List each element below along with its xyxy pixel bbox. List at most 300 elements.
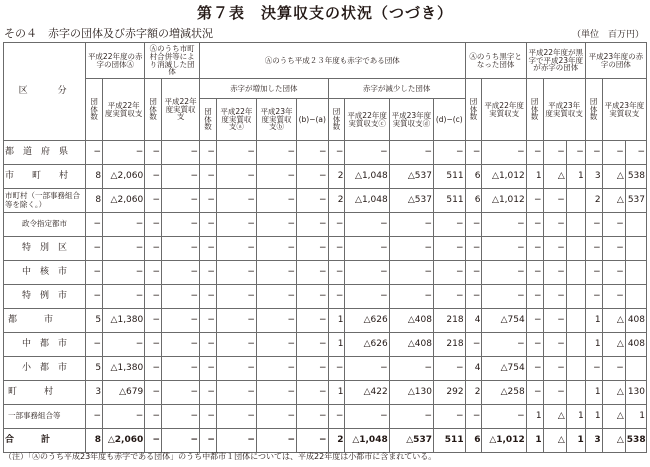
table-cell: − [543, 309, 566, 333]
table-cell: − [86, 141, 103, 165]
table-cell: − [200, 261, 217, 285]
table-cell: − [566, 141, 585, 165]
table-cell: − [585, 261, 602, 285]
table-cell: − [103, 285, 145, 309]
table-cell: − [328, 405, 345, 429]
table-cell: − [345, 261, 389, 285]
table-cell: − [145, 357, 162, 381]
table-cell: 538 [625, 429, 646, 453]
header-count: 団体数 [200, 99, 217, 141]
table-cell: − [256, 261, 296, 285]
table-cell: △537 [389, 189, 433, 213]
table-cell: − [543, 213, 566, 237]
table-cell: − [389, 405, 433, 429]
table-cell: △2,060 [103, 189, 145, 213]
table-cell: − [602, 261, 625, 285]
table-cell: − [543, 189, 566, 213]
table-row [4, 309, 647, 333]
table-cell: △626 [345, 333, 389, 357]
table-row [4, 261, 647, 285]
row-label: 特 別 区 [4, 237, 86, 261]
table-cell: 218 [433, 333, 465, 357]
table-row [4, 429, 647, 453]
table-cell: − [482, 237, 526, 261]
table-cell: △ [602, 165, 625, 189]
table-cell: − [256, 237, 296, 261]
table-cell: − [602, 141, 625, 165]
table-cell: − [296, 285, 328, 309]
table-row [4, 381, 647, 405]
table-cell: 3 [585, 429, 602, 453]
table-cell: 3 [585, 165, 602, 189]
table-cell: − [345, 285, 389, 309]
table-cell: − [602, 357, 625, 381]
table-cell: − [216, 381, 256, 405]
table-cell: △ [543, 405, 566, 429]
table-cell: − [543, 333, 566, 357]
table-cell: − [200, 429, 217, 453]
table-row [4, 405, 647, 429]
header-g4: Ⓐのうち黒字となった団体 [465, 43, 526, 79]
table-cell [625, 285, 646, 309]
table-cell: − [200, 333, 217, 357]
table-cell: − [200, 213, 217, 237]
table-cell: − [465, 261, 482, 285]
table-cell: − [103, 333, 145, 357]
row-label: 小 都 市 [4, 357, 86, 381]
table-cell: △ [602, 189, 625, 213]
row-label: 一部事務組合等 [4, 405, 86, 429]
table-cell: △2,060 [103, 165, 145, 189]
table-cell: − [86, 285, 103, 309]
header-diff-dc: (d)−(c) [433, 99, 465, 141]
table-cell: − [389, 357, 433, 381]
table-cell: △ [602, 405, 625, 429]
row-label: 合 計 [4, 429, 86, 453]
row-label: 都 市 [4, 309, 86, 333]
header-kubun: 区 分 [4, 43, 86, 141]
table-cell: − [585, 237, 602, 261]
table-row [4, 165, 647, 189]
table-cell: − [145, 333, 162, 357]
table-cell: − [216, 261, 256, 285]
header-amt23: 平成23年度実質収支 [543, 79, 585, 141]
table-cell: 1 [526, 405, 543, 429]
table-cell: △ [543, 165, 566, 189]
header-amt23b: 平成23年度実質収支ⓑ [256, 99, 296, 141]
table-cell: − [433, 405, 465, 429]
table-cell: − [200, 357, 217, 381]
table-cell: − [200, 237, 217, 261]
table-cell: − [526, 141, 543, 165]
table-cell: 1 [566, 165, 585, 189]
table-cell [625, 237, 646, 261]
table-cell: − [543, 261, 566, 285]
table-cell [566, 261, 585, 285]
table-cell: − [216, 405, 256, 429]
table-cell: − [145, 429, 162, 453]
table-cell: △ [602, 429, 625, 453]
table-cell: − [296, 357, 328, 381]
table-cell: − [145, 141, 162, 165]
unit-label: （単位 百万円） [571, 30, 644, 40]
table-cell: − [256, 213, 296, 237]
table-cell: − [345, 237, 389, 261]
table-cell: 1 [625, 405, 646, 429]
table-cell: − [256, 429, 296, 453]
table-cell: − [200, 309, 217, 333]
row-label: 中 都 市 [4, 333, 86, 357]
table-cell: 1 [585, 405, 602, 429]
table-cell: 1 [585, 333, 602, 357]
table-cell: − [345, 405, 389, 429]
table-cell: − [465, 405, 482, 429]
table-cell: 538 [625, 165, 646, 189]
table-cell: − [256, 357, 296, 381]
table-cell: − [103, 237, 145, 261]
table-cell: − [328, 141, 345, 165]
table-cell: − [145, 237, 162, 261]
table-cell: △1,380 [103, 309, 145, 333]
table-cell: − [296, 309, 328, 333]
table-cell: △537 [389, 165, 433, 189]
table-cell: − [86, 261, 103, 285]
table-cell: − [465, 141, 482, 165]
row-label: 政令指定都市 [4, 213, 86, 237]
table-cell: − [256, 141, 296, 165]
table-cell: − [256, 405, 296, 429]
row-label: 市町村（一部事務組合等を除く。） [4, 189, 86, 213]
table-cell: − [465, 285, 482, 309]
table-cell [625, 261, 646, 285]
table-cell: − [526, 381, 543, 405]
table-cell: − [328, 261, 345, 285]
table-cell: − [526, 333, 543, 357]
table-cell: − [389, 261, 433, 285]
table-cell: − [296, 333, 328, 357]
table-cell: △1,048 [345, 189, 389, 213]
header-amt22: 平成22年度実質収支 [162, 79, 200, 141]
table-cell: − [256, 189, 296, 213]
header-amt23d: 平成23年度実質収支ⓓ [389, 99, 433, 141]
table-cell: − [389, 285, 433, 309]
table-cell: △ [602, 381, 625, 405]
table-cell: △ [543, 429, 566, 453]
header-g3: Ⓐのうち平成２３年度も赤字である団体 [200, 43, 466, 79]
deficit-table [3, 42, 647, 453]
table-cell: − [162, 213, 200, 237]
table-cell: − [145, 309, 162, 333]
table-subtitle: その４ 赤字の団体及び赤字額の増減状況 [4, 27, 213, 40]
table-cell: 8 [86, 165, 103, 189]
table-cell: − [433, 261, 465, 285]
header-amt22c: 平成22年度実質収支ⓒ [345, 99, 389, 141]
header-g6: 平成23年度の赤字の団体 [585, 43, 646, 79]
table-cell: 6 [465, 189, 482, 213]
table-cell: − [162, 357, 200, 381]
table-cell: △408 [389, 309, 433, 333]
table-cell: △679 [103, 381, 145, 405]
table-cell: − [200, 165, 217, 189]
header-count: 団体数 [145, 79, 162, 141]
table-cell: − [216, 333, 256, 357]
header-g3a: 赤字が増加した団体 [200, 79, 329, 99]
table-cell: − [389, 237, 433, 261]
table-row [4, 237, 647, 261]
table-cell: 1 [328, 333, 345, 357]
table-cell: 511 [433, 429, 465, 453]
table-cell: − [602, 213, 625, 237]
table-cell: − [482, 213, 526, 237]
table-cell: − [216, 429, 256, 453]
table-cell: 1 [328, 381, 345, 405]
table-cell: − [433, 141, 465, 165]
table-cell: 2 [585, 189, 602, 213]
table-cell: − [256, 381, 296, 405]
table-row [4, 333, 647, 357]
header-count: 団体数 [465, 79, 482, 141]
table-cell: − [216, 165, 256, 189]
table-cell: − [145, 405, 162, 429]
table-cell: △626 [345, 309, 389, 333]
table-cell: 408 [625, 309, 646, 333]
table-cell: − [433, 357, 465, 381]
table-cell: − [216, 309, 256, 333]
table-cell: − [296, 261, 328, 285]
table-cell: − [482, 333, 526, 357]
table-cell: − [162, 285, 200, 309]
table-cell: − [162, 141, 200, 165]
table-cell: − [145, 261, 162, 285]
row-label: 市 町 村 [4, 165, 86, 189]
row-label: 中 核 市 [4, 261, 86, 285]
table-cell: 2 [328, 165, 345, 189]
table-cell: − [526, 261, 543, 285]
table-cell: − [103, 261, 145, 285]
table-cell: △422 [345, 381, 389, 405]
table-cell: − [482, 261, 526, 285]
header-amt22: 平成22年度実質収支 [482, 79, 526, 141]
table-cell: − [200, 141, 217, 165]
table-cell: − [162, 165, 200, 189]
table-cell: △537 [389, 429, 433, 453]
table-cell: − [86, 237, 103, 261]
table-cell: − [585, 357, 602, 381]
table-cell: − [465, 333, 482, 357]
table-cell: − [585, 213, 602, 237]
table-cell: − [296, 381, 328, 405]
table-cell: − [328, 213, 345, 237]
table-cell: − [433, 213, 465, 237]
table-cell: − [296, 405, 328, 429]
table-cell: − [602, 285, 625, 309]
header-count: 団体数 [526, 79, 543, 141]
table-cell: − [526, 309, 543, 333]
table-cell: − [216, 285, 256, 309]
table-cell: − [526, 213, 543, 237]
table-cell: − [256, 333, 296, 357]
table-cell: − [256, 285, 296, 309]
table-cell: − [256, 165, 296, 189]
table-cell: 6 [465, 165, 482, 189]
table-cell: − [526, 189, 543, 213]
table-cell: 1 [526, 429, 543, 453]
table-cell: − [200, 405, 217, 429]
table-cell: − [602, 237, 625, 261]
table-cell: − [162, 333, 200, 357]
table-cell [566, 381, 585, 405]
table-cell: − [296, 189, 328, 213]
table-cell: 2 [465, 381, 482, 405]
table-cell: − [465, 237, 482, 261]
table-cell: 4 [465, 309, 482, 333]
table-cell: △258 [482, 381, 526, 405]
table-cell: − [145, 381, 162, 405]
table-row [4, 141, 647, 165]
table-cell: − [482, 141, 526, 165]
table-cell: △1,048 [345, 165, 389, 189]
table-cell [566, 333, 585, 357]
table-cell [566, 213, 585, 237]
table-cell: − [296, 213, 328, 237]
table-cell: − [216, 213, 256, 237]
footnote: （注）「Ⓐのうち平成23年度も赤字である団体」のうち中都市１団体については、平成22年度は小都市に含まれている。 [4, 452, 437, 461]
row-label: 特 例 市 [4, 285, 86, 309]
table-cell: − [389, 213, 433, 237]
table-row [4, 213, 647, 237]
table-cell: − [296, 237, 328, 261]
table-cell: − [526, 357, 543, 381]
table-cell: − [86, 333, 103, 357]
table-cell: △408 [389, 333, 433, 357]
header-amt22a: 平成22年度実質収支ⓐ [216, 99, 256, 141]
table-cell: 6 [465, 429, 482, 453]
table-cell: − [200, 285, 217, 309]
table-cell: − [543, 381, 566, 405]
table-cell: − [345, 213, 389, 237]
table-cell: − [145, 165, 162, 189]
table-cell: 1 [328, 309, 345, 333]
header-count: 団体数 [86, 79, 103, 141]
table-cell: 537 [625, 189, 646, 213]
table-cell: − [162, 261, 200, 285]
table-cell: − [200, 381, 217, 405]
header-diff-ba: (b)−(a) [296, 99, 328, 141]
table-cell: − [482, 285, 526, 309]
table-cell: △ [602, 333, 625, 357]
table-cell: − [296, 141, 328, 165]
table-cell: − [585, 285, 602, 309]
table-cell: − [345, 357, 389, 381]
table-cell: 292 [433, 381, 465, 405]
table-cell: 1 [585, 381, 602, 405]
row-label: 都 道 府 県 [4, 141, 86, 165]
table-cell: − [543, 141, 566, 165]
table-cell: 1 [526, 165, 543, 189]
table-cell: △1,012 [482, 189, 526, 213]
table-cell: − [216, 237, 256, 261]
table-cell: − [433, 237, 465, 261]
table-cell [566, 285, 585, 309]
table-cell: 8 [86, 429, 103, 453]
table-cell: △ [602, 309, 625, 333]
table-cell: △1,048 [345, 429, 389, 453]
table-cell: − [328, 237, 345, 261]
table-cell: − [145, 285, 162, 309]
table-cell: − [103, 405, 145, 429]
table-cell: − [162, 237, 200, 261]
table-cell: − [256, 309, 296, 333]
table-cell: − [86, 405, 103, 429]
table-cell: 511 [433, 189, 465, 213]
header-g1: 平成22年度の赤字の団体Ⓐ [86, 43, 145, 79]
table-cell: △754 [482, 309, 526, 333]
table-cell: − [296, 165, 328, 189]
table-cell: − [145, 189, 162, 213]
table-cell: 1 [566, 429, 585, 453]
table-cell: − [389, 141, 433, 165]
table-cell [566, 357, 585, 381]
table-cell [625, 213, 646, 237]
table-cell: 408 [625, 333, 646, 357]
table-cell: − [216, 141, 256, 165]
table-cell [566, 189, 585, 213]
table-cell: 8 [86, 189, 103, 213]
table-cell: − [543, 285, 566, 309]
table-cell: − [162, 405, 200, 429]
table-cell: − [162, 381, 200, 405]
table-cell: △754 [482, 357, 526, 381]
table-cell: − [345, 141, 389, 165]
table-cell: − [296, 429, 328, 453]
table-cell: − [526, 237, 543, 261]
table-cell [566, 309, 585, 333]
table-cell: 130 [625, 381, 646, 405]
table-cell: 4 [465, 357, 482, 381]
table-title: 第７表 決算収支の状況（つづき） [196, 4, 453, 22]
table-cell: − [465, 213, 482, 237]
header-g3b: 赤字が減少した団体 [328, 79, 465, 99]
table-cell: − [433, 285, 465, 309]
table-cell [566, 237, 585, 261]
table-cell: △1,012 [482, 165, 526, 189]
table-cell: − [86, 213, 103, 237]
table-row [4, 285, 647, 309]
header-g2: Ⓐのうち市町村合併等により消滅した団体 [145, 43, 200, 79]
header-count: 団体数 [328, 99, 345, 141]
row-label: 町 村 [4, 381, 86, 405]
table-cell: 5 [86, 357, 103, 381]
table-cell: − [482, 405, 526, 429]
table-cell: △130 [389, 381, 433, 405]
header-amt23: 平成23年度実質収支 [602, 79, 646, 141]
table-row [4, 357, 647, 381]
table-cell: − [585, 141, 602, 165]
table-cell: 218 [433, 309, 465, 333]
table-cell: 5 [86, 309, 103, 333]
table-cell: − [162, 309, 200, 333]
table-cell: △2,060 [103, 429, 145, 453]
table-cell: 2 [328, 429, 345, 453]
table-cell: − [328, 285, 345, 309]
table-cell: − [543, 357, 566, 381]
table-cell: − [526, 285, 543, 309]
table-cell: − [328, 357, 345, 381]
table-cell: − [216, 357, 256, 381]
table-cell: △1,380 [103, 357, 145, 381]
table-cell: − [103, 213, 145, 237]
table-cell: 511 [433, 165, 465, 189]
